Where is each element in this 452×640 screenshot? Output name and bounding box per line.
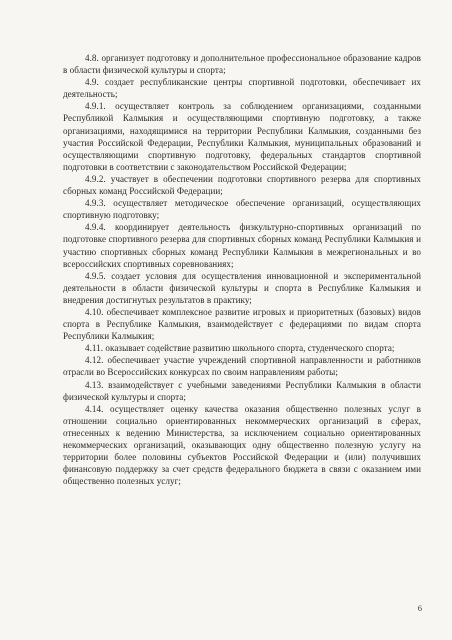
paragraph-4-9-1: 4.9.1. осуществляет контроль за соблюдением организациями, созданными Республикой Калмыкия и осуществляющими спортивную подготовку, а также организациями, находящимися на территории Республики Калмыкия, созданными без участия Российской Федерации, Республики Калмыкия, муниципальных образований и осуществляющими спортивную подготовку, федеральных стандартов спортивной подготовки в соответствии с законодательством Российской Федерации; bbox=[63, 101, 421, 172]
paragraph-4-12: 4.12. обеспечивает участие учреждений спортивной направленности и работников отрасли во Всероссийских конкурсах по своим направлениям работы; bbox=[63, 355, 421, 378]
paragraph-4-9-3: 4.9.3. осуществляет методическое обеспечение организаций, осуществляющих спортивную подготовку; bbox=[63, 198, 421, 221]
paragraph-4-13: 4.13. взаимодействует с учебными заведениями Республики Калмыкия в области физической культуры и спорта; bbox=[63, 379, 421, 402]
paragraph-4-9-5: 4.9.5. создает условия для осуществления инновационной и экспериментальной деятельности в области физической культуры и спорта в Республике Калмыкия и внедрения достигнутых результатов в практику; bbox=[63, 270, 421, 305]
document-body bbox=[63, 52, 421, 487]
paragraph-4-10: 4.10. обеспечивает комплексное развитие игровых и приоритетных (базовых) видов спорта в Республике Калмыкия, взаимодействует с федерациями по видам спорта Республики Калмыкия; bbox=[63, 306, 421, 342]
paragraph-4-14: 4.14. осуществляет оценку качества оказания общественно полезных услуг в отношении социально ориентированных некоммерческих организаций в сферах, отнесенных к ведению Министерства, за исключением социально ориентированных некоммерческих организаций, оказывающих одну общественно полезную услугу на территории более половины субъектов Российской Федерации и (или) получивших финансовую поддержку за счет средств федерального бюджета в связи с оказанием ими общественно полезных услуг; bbox=[63, 403, 421, 487]
paragraph-4-9-2: 4.9.2. участвует в обеспечении подготовки спортивного резерва для спортивных сборных команд Российской Федерации; bbox=[63, 173, 421, 197]
paragraph-4-8: 4.8. организует подготовку и дополнительное профессиональное образование кадров в области физической культуры и спорта; bbox=[63, 53, 421, 76]
paragraph-4-9: 4.9. создает республиканские центры спортивной подготовки, обеспечивает их деятельность; bbox=[63, 77, 421, 100]
paragraph-4-9-4: 4.9.4. координирует деятельность физкультурно-спортивных организаций по подготовке спортивного резерва для спортивных сборных команд Республики Калмыкия и участию спортивных сборных команд Республики Калмыкия в межрегиональных и во всероссийских спортивных соревнованиях; bbox=[63, 222, 421, 269]
page-number: 6 bbox=[417, 603, 422, 613]
paragraph-4-11: 4.11. оказывает содействие развитию школьного спорта, студенческого спорта; bbox=[85, 343, 395, 354]
